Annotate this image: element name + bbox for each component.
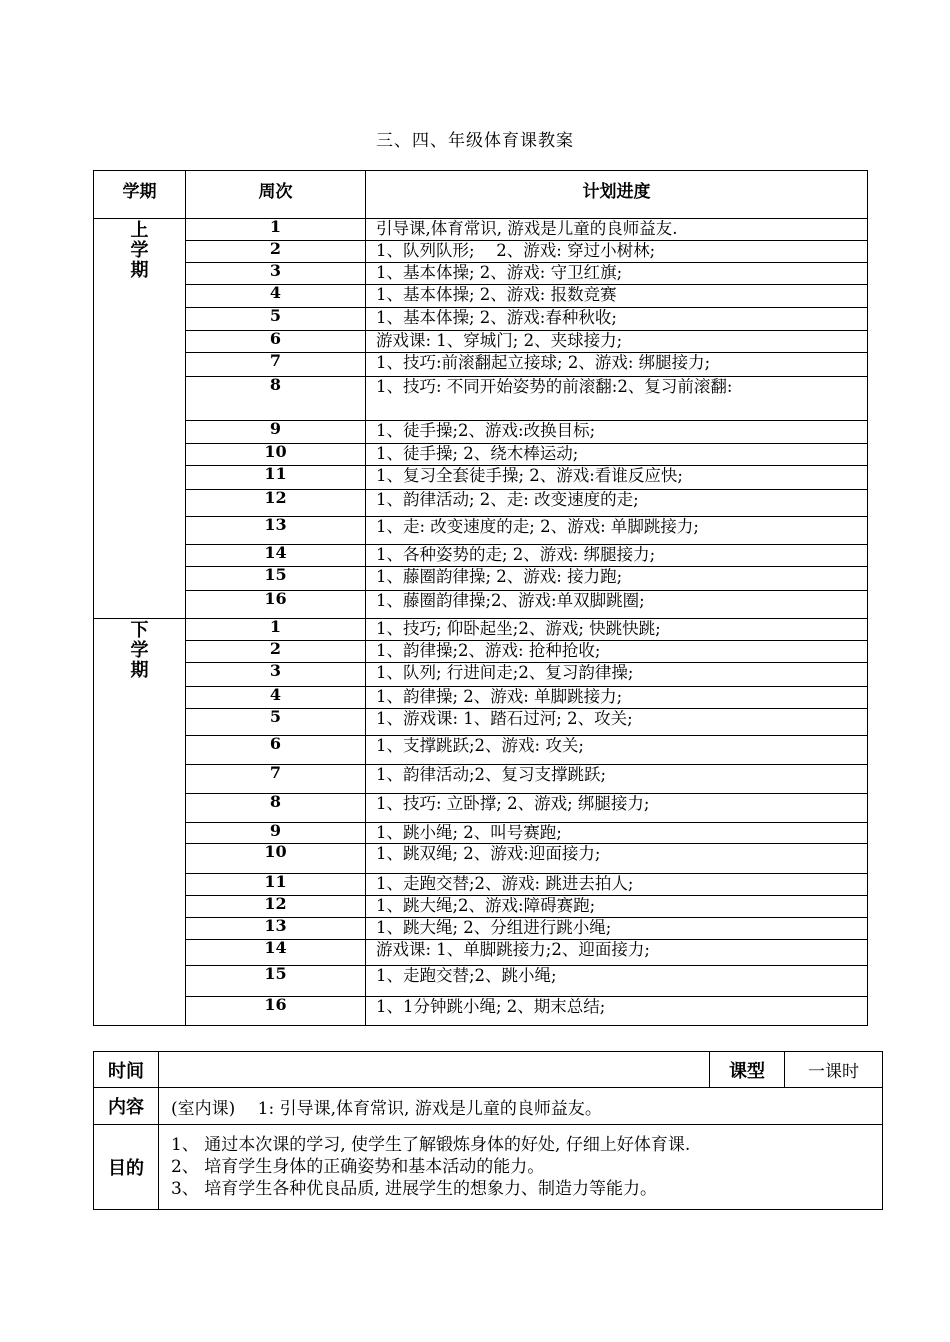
goal-label: 目的 (94, 1125, 159, 1210)
table-row (94, 641, 868, 663)
week-cell: 6 (186, 331, 366, 353)
week-cell: 10 (186, 444, 366, 466)
type-label: 课型 (710, 1052, 785, 1088)
table-row (94, 765, 868, 794)
plan-cell: 1、徒手操; 2、绕木棒运动; (366, 444, 868, 466)
plan-cell: 1、基本体操; 2、游戏: 守卫红旗; (366, 263, 868, 285)
semester-label-text: 上学期 (130, 220, 149, 281)
content-row (94, 1088, 883, 1125)
table-row (94, 823, 868, 844)
table-row (94, 896, 868, 918)
week-cell: 5 (186, 709, 366, 736)
plan-cell: 1、技巧: 不同开始姿势的前滚翻:2、复习前滚翻: (366, 377, 868, 421)
week-cell: 2 (186, 241, 366, 263)
plan-cell: 游戏课: 1、单脚跳接力;2、迎面接力; (366, 940, 868, 966)
table-row (94, 591, 868, 619)
week-cell: 13 (186, 517, 366, 545)
goal-item: 1、 通过本次课的学习, 使学生了解锻炼身体的好处, 仔细上好体育课. (171, 1135, 691, 1155)
week-cell: 15 (186, 567, 366, 591)
plan-cell: 1、1分钟跳小绳; 2、期末总结; (366, 997, 868, 1026)
table-row (94, 308, 868, 331)
week-cell: 8 (186, 794, 366, 823)
table-row (94, 709, 868, 736)
week-cell: 7 (186, 765, 366, 794)
content-value: (室内课) 1: 引导课,体育常识, 游戏是儿童的良师益友。 (159, 1088, 883, 1125)
time-value (159, 1052, 710, 1088)
table-row (94, 263, 868, 285)
table-row (94, 997, 868, 1026)
plan-cell: 1、藤圈韵律操; 2、游戏: 接力跑; (366, 567, 868, 591)
week-cell: 16 (186, 997, 366, 1026)
plan-cell: 1、跳小绳; 2、叫号赛跑; (366, 823, 868, 844)
plan-cell: 游戏课: 1、穿城门; 2、夹球接力; (366, 331, 868, 353)
table-row (94, 517, 868, 545)
week-cell: 1 (186, 619, 366, 641)
plan-cell: 1、复习全套徒手操; 2、游戏:看谁反应快; (366, 466, 868, 490)
table-row (94, 966, 868, 997)
table-row (94, 918, 868, 940)
type-value: 一课时 (785, 1052, 883, 1088)
plan-cell: 1、韵律活动;2、复习支撑跳跃; (366, 765, 868, 794)
plan-cell: 1、走: 改变速度的走; 2、游戏: 单脚跳接力; (366, 517, 868, 545)
table-row (94, 490, 868, 517)
table-row (94, 219, 868, 241)
week-cell: 13 (186, 918, 366, 940)
week-cell: 15 (186, 966, 366, 997)
table-row (94, 567, 868, 591)
plan-cell: 1、韵律活动; 2、走: 改变速度的走; (366, 490, 868, 517)
table-row (94, 940, 868, 966)
time-row (94, 1052, 883, 1088)
plan-cell: 1、游戏课: 1、踏石过河; 2、攻关; (366, 709, 868, 736)
week-cell: 9 (186, 421, 366, 444)
lesson-info-table (93, 1051, 883, 1210)
plan-cell: 1、队列; 行进间走;2、复习韵律操; (366, 663, 868, 687)
semester-label (94, 619, 186, 1026)
time-label: 时间 (94, 1052, 159, 1088)
plan-cell: 1、基本体操; 2、游戏:春种秋收; (366, 308, 868, 331)
week-cell: 6 (186, 736, 366, 765)
plan-cell: 1、队列队形; 2、游戏: 穿过小树林; (366, 241, 868, 263)
week-cell: 7 (186, 353, 366, 377)
plan-cell: 1、跳大绳; 2、分组进行跳小绳; (366, 918, 868, 940)
table-row (94, 844, 868, 874)
week-cell: 16 (186, 591, 366, 619)
week-header: 周次 (186, 171, 366, 219)
goal-item: 3、 培育学生各种优良品质, 进展学生的想象力、制造力等能力。 (171, 1179, 658, 1199)
table-row (94, 421, 868, 444)
plan-cell: 1、藤圈韵律操;2、游戏:单双脚跳圈; (366, 591, 868, 619)
week-cell: 14 (186, 940, 366, 966)
goal-list (159, 1125, 883, 1210)
week-cell: 8 (186, 377, 366, 421)
plan-cell: 引导课,体育常识, 游戏是儿童的良师益友. (366, 219, 868, 241)
table-row (94, 285, 868, 308)
week-cell: 4 (186, 687, 366, 709)
table-row (94, 377, 868, 421)
week-cell: 3 (186, 263, 366, 285)
plan-cell: 1、技巧:前滚翻起立接球; 2、游戏: 绑腿接力; (366, 353, 868, 377)
plan-cell: 1、走跑交替;2、游戏: 跳进去拍人; (366, 874, 868, 896)
semester-header: 学期 (94, 171, 186, 219)
plan-cell: 1、韵律操;2、游戏: 抢种抢收; (366, 641, 868, 663)
plan-header-row (94, 171, 868, 219)
plan-cell: 1、支撑跳跃;2、游戏: 攻关; (366, 736, 868, 765)
week-cell: 11 (186, 466, 366, 490)
week-cell: 2 (186, 641, 366, 663)
table-row (94, 794, 868, 823)
plan-header: 计划进度 (366, 171, 868, 219)
plan-cell: 1、徒手操;2、游戏:改换目标; (366, 421, 868, 444)
week-cell: 12 (186, 896, 366, 918)
week-cell: 12 (186, 490, 366, 517)
week-cell: 14 (186, 545, 366, 567)
semester-label (94, 219, 186, 619)
table-row (94, 444, 868, 466)
plan-cell: 1、各种姿势的走; 2、游戏: 绑腿接力; (366, 545, 868, 567)
table-row (94, 331, 868, 353)
goal-row (94, 1125, 883, 1210)
content-label: 内容 (94, 1088, 159, 1125)
table-row (94, 466, 868, 490)
table-row (94, 241, 868, 263)
table-row (94, 545, 868, 567)
week-cell: 5 (186, 308, 366, 331)
week-cell: 3 (186, 663, 366, 687)
goal-item: 2、 培育学生身体的正确姿势和基本活动的能力。 (171, 1157, 545, 1177)
table-row (94, 874, 868, 896)
plan-cell: 1、韵律操; 2、游戏: 单脚跳接力; (366, 687, 868, 709)
week-cell: 1 (186, 219, 366, 241)
table-row (94, 619, 868, 641)
week-cell: 11 (186, 874, 366, 896)
table-row (94, 687, 868, 709)
week-cell: 10 (186, 844, 366, 874)
plan-cell: 1、跳大绳;2、游戏:障碍赛跑; (366, 896, 868, 918)
week-cell: 4 (186, 285, 366, 308)
semester-label-text: 下学期 (130, 620, 149, 681)
plan-cell: 1、走跑交替;2、跳小绳; (366, 966, 868, 997)
plan-cell: 1、技巧; 仰卧起坐;2、游戏; 快跳快跳; (366, 619, 868, 641)
plan-cell: 1、基本体操; 2、游戏: 报数竞赛 (366, 285, 868, 308)
table-row (94, 353, 868, 377)
plan-cell: 1、跳双绳; 2、游戏:迎面接力; (366, 844, 868, 874)
page-title: 三、四、年级体育课教案 (376, 131, 574, 151)
table-row (94, 663, 868, 687)
table-row (94, 736, 868, 765)
plan-table (93, 170, 868, 1026)
plan-cell: 1、技巧: 立卧撑; 2、游戏; 绑腿接力; (366, 794, 868, 823)
week-cell: 9 (186, 823, 366, 844)
